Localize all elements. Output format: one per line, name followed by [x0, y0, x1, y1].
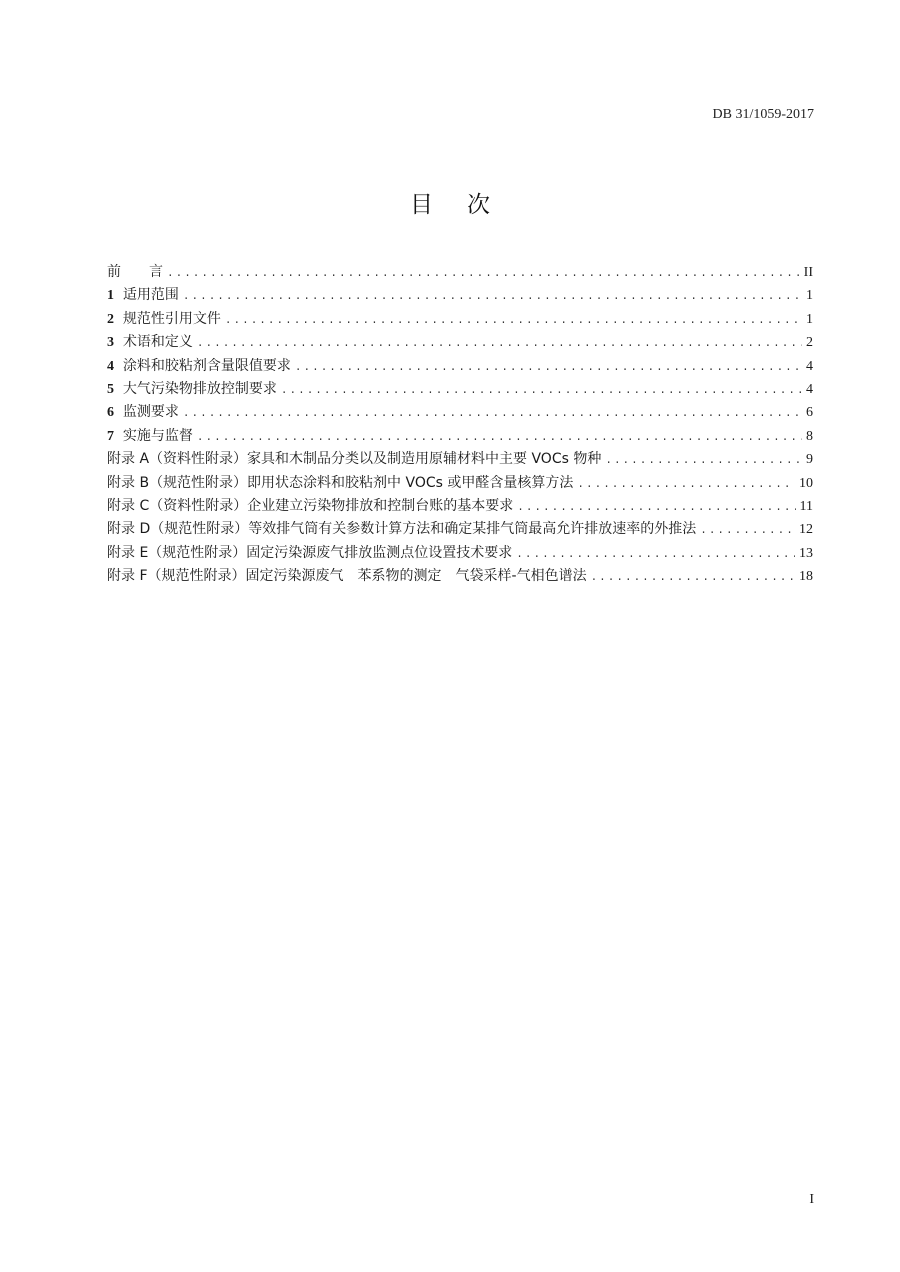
toc-entry-number: 附录 D — [107, 521, 151, 538]
toc-entry-label — [107, 308, 221, 331]
toc-entry-number: 1 — [107, 288, 114, 304]
toc-entry-appendix-f[interactable] — [107, 565, 813, 588]
toc-entry-label — [107, 378, 277, 401]
page-number: I — [809, 1192, 814, 1207]
dot-leader — [516, 544, 795, 567]
toc-entry-6[interactable] — [107, 401, 813, 424]
toc-entry-page: II — [803, 265, 813, 280]
toc-entry-1[interactable] — [107, 284, 813, 307]
toc-entry-text: 规范性引用文件 — [122, 310, 221, 327]
toc-entry-page: 4 — [806, 381, 813, 397]
toc-entry-page: 11 — [799, 498, 813, 514]
dot-leader — [183, 403, 802, 426]
dot-leader — [605, 450, 802, 473]
toc-entry-page: 1 — [806, 288, 813, 304]
toc-entry-text: （规范性附录）即用状态涂料和胶粘剂中 VOCs 或甲醛含量核算方法 — [149, 474, 574, 491]
toc-entry-label — [107, 565, 587, 588]
toc-entry-page: 10 — [799, 475, 813, 491]
toc-entry-text: 实施与监督 — [122, 427, 193, 444]
toc-entry-text: （资料性附录）家具和木制品分类以及制造用原辅材料中主要 VOCs 物种 — [149, 451, 602, 468]
toc-entry-text: 术语和定义 — [122, 334, 193, 351]
toc-entry-text: （规范性附录）固定污染源废气排放监测点位设置技术要求 — [148, 544, 513, 561]
toc-entry-text: 监测要求 — [122, 404, 179, 421]
toc-entry-number: 6 — [107, 405, 114, 421]
toc-entry-number: 3 — [107, 335, 114, 351]
dot-leader — [183, 286, 802, 309]
toc-entry-appendix-b[interactable] — [107, 472, 813, 495]
toc-entry-label: 前 言 — [107, 264, 163, 280]
dot-leader — [577, 474, 795, 497]
toc-entry-appendix-c[interactable] — [107, 495, 813, 518]
toc-entry-label — [107, 448, 601, 471]
toc-entry-4[interactable] — [107, 355, 813, 378]
toc-entry-text: （资料性附录）企业建立污染物排放和控制台账的基本要求 — [149, 497, 514, 514]
toc-entry-text: 适用范围 — [122, 287, 179, 304]
toc-entry-label — [107, 472, 573, 495]
table-of-contents — [107, 261, 813, 588]
toc-entry-page: 6 — [806, 405, 813, 421]
toc-entry-label — [107, 401, 179, 424]
toc-entry-3[interactable] — [107, 331, 813, 354]
toc-entry-label — [107, 284, 179, 307]
toc-entry-page: 18 — [799, 569, 813, 585]
toc-entry-number: 附录 C — [107, 497, 150, 514]
toc-entry-page: 12 — [799, 522, 813, 538]
toc-entry-text: （规范性附录）固定污染源废气 苯系物的测定 气袋采样-气相色谱法 — [147, 568, 587, 585]
toc-entry-label — [107, 355, 291, 378]
toc-entry-number: 2 — [107, 311, 114, 327]
toc-entry-label — [107, 425, 193, 448]
toc-entry-label — [107, 518, 696, 541]
toc-entry-appendix-d[interactable] — [107, 518, 813, 541]
toc-entry-label — [107, 495, 513, 518]
toc-entry-foreword[interactable] — [107, 261, 813, 284]
dot-leader — [281, 380, 802, 403]
document-code: DB 31/1059-2017 — [712, 107, 814, 122]
dot-leader — [197, 427, 802, 450]
toc-entry-page: 1 — [806, 311, 813, 327]
dot-leader — [700, 520, 795, 543]
toc-entry-appendix-a[interactable] — [107, 448, 813, 471]
dot-leader — [591, 567, 795, 590]
toc-entry-2[interactable] — [107, 308, 813, 331]
toc-entry-number: 4 — [107, 358, 114, 374]
toc-entry-label — [107, 331, 193, 354]
toc-entry-page: 8 — [806, 428, 813, 444]
toc-entry-5[interactable] — [107, 378, 813, 401]
toc-entry-7[interactable] — [107, 425, 813, 448]
toc-entry-page: 9 — [806, 452, 813, 468]
dot-leader — [517, 497, 795, 520]
toc-entry-label — [107, 542, 512, 565]
toc-entry-appendix-e[interactable] — [107, 542, 813, 565]
toc-entry-number: 7 — [107, 428, 114, 444]
dot-leader — [167, 263, 800, 286]
toc-title: 目次 — [410, 192, 524, 218]
toc-entry-number: 附录 E — [107, 544, 149, 561]
toc-entry-number: 附录 B — [107, 474, 150, 491]
toc-entry-page: 4 — [806, 358, 813, 374]
dot-leader — [197, 333, 802, 356]
toc-entry-text: 涂料和胶粘剂含量限值要求 — [122, 357, 291, 374]
toc-entry-text: 大气污染物排放控制要求 — [122, 380, 277, 397]
toc-entry-number: 5 — [107, 381, 114, 397]
dot-leader — [295, 357, 802, 380]
dot-leader — [225, 310, 802, 333]
toc-entry-number: 附录 F — [107, 568, 148, 585]
toc-entry-page: 2 — [806, 335, 813, 351]
toc-entry-text: （规范性附录）等效排气筒有关参数计算方法和确定某排气筒最高允许排放速率的外推法 — [150, 521, 697, 538]
toc-entry-page: 13 — [799, 545, 813, 561]
toc-entry-number: 附录 A — [107, 451, 150, 468]
